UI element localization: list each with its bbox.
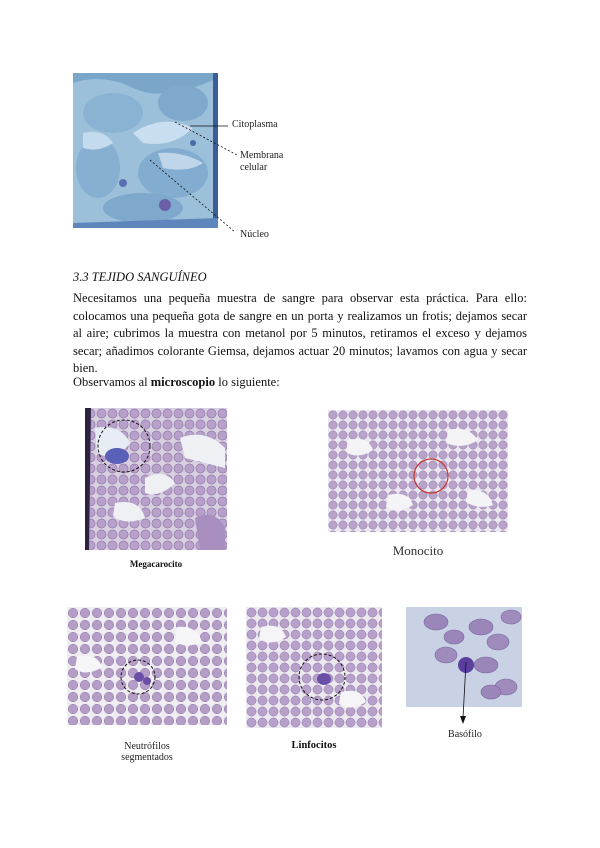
caption-megacariocito: Megacarocito bbox=[129, 559, 183, 569]
section-title: 3.3 TEJIDO SANGUÍNEO bbox=[73, 270, 207, 284]
observe-line bbox=[73, 374, 280, 392]
label-citoplasma: Citoplasma bbox=[232, 119, 278, 130]
tissue-annotation-lines bbox=[0, 0, 600, 260]
caption-linfocitos: Linfocitos bbox=[291, 740, 337, 751]
monocito-micrograph bbox=[328, 410, 508, 532]
observe-suffix: lo siguiente: bbox=[215, 375, 280, 389]
label-nucleo: Núcleo bbox=[240, 229, 269, 240]
label-membrana-line1: Membrana bbox=[240, 150, 284, 161]
caption-neutrofilos bbox=[67, 741, 227, 763]
observe-prefix: Observamos al bbox=[73, 375, 151, 389]
section-paragraph: Necesitamos una pequeña muestra de sangre para observar esta práctica. Para ello: colocamos una pequeña gota de sangre en un porta y realizamos un frotis; dejamos secar al aire; cubrimos la muestra con metanol por 5 minutos, retiramos el exceso y dejamos secar; añadimos colorante Giemsa, dejamos actuar 20 minutos; lavamos con agua y secar bien. bbox=[73, 291, 527, 376]
caption-monocito: Monocito bbox=[392, 543, 444, 558]
observe-bold: microscopio bbox=[150, 375, 216, 389]
basofilo-arrow bbox=[455, 660, 475, 726]
caption-neutrofilos-line2: segmentados bbox=[121, 752, 173, 763]
megacariocito-micrograph bbox=[85, 408, 227, 550]
label-membrana bbox=[240, 150, 283, 174]
caption-basofilo: Basófilo bbox=[448, 729, 482, 740]
label-membrana-line2: celular bbox=[240, 162, 268, 173]
caption-neutrofilos-line1: Neutrófilos bbox=[124, 741, 170, 752]
neutrofilos-micrograph bbox=[67, 607, 227, 725]
linfocitos-micrograph bbox=[246, 607, 382, 728]
